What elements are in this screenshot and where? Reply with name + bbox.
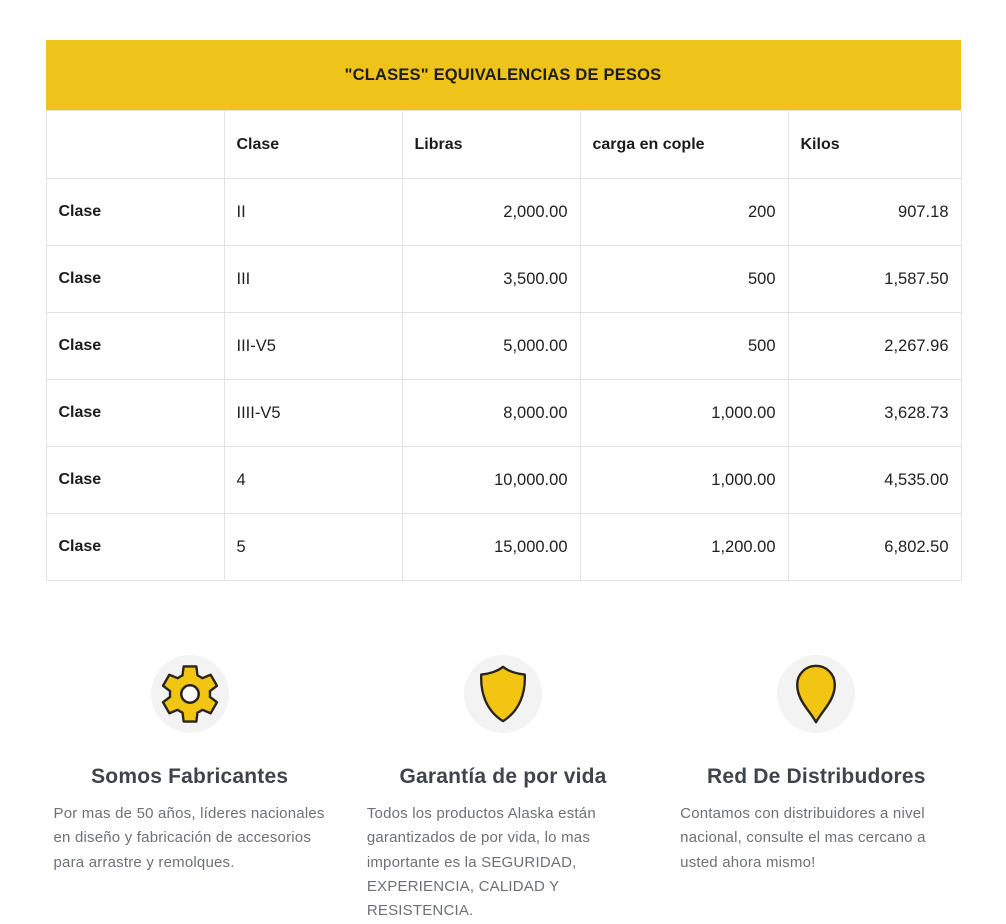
table-header [46, 111, 961, 179]
kilos-cell: 2,267.96 [788, 313, 961, 380]
row-label-cell: Clase [46, 447, 224, 514]
table-row [46, 380, 961, 447]
feature-card [46, 655, 334, 923]
clase-cell: II [224, 179, 402, 246]
clase-cell: 5 [224, 514, 402, 581]
libras-cell: 5,000.00 [402, 313, 580, 380]
feature-text: Contamos con distribuidores a nivel nacional, consulte el mas cercano a usted ahora mismo! [680, 805, 926, 871]
kilos-cell: 907.18 [788, 179, 961, 246]
location-pin-icon [793, 663, 839, 725]
carga-en-cople-cell: 500 [580, 246, 788, 313]
clase-cell: III [224, 246, 402, 313]
carga-en-cople-cell: 1,000.00 [580, 380, 788, 447]
table-row [46, 514, 961, 581]
feature-card [359, 655, 647, 923]
table-row [46, 246, 961, 313]
libras-cell: 15,000.00 [402, 514, 580, 581]
row-label-cell: Clase [46, 179, 224, 246]
libras-cell: 3,500.00 [402, 246, 580, 313]
feature-card [672, 655, 960, 923]
table-header-row [46, 111, 961, 179]
feature-title: Red De Distribudores [706, 765, 926, 788]
column-header-kilos: Kilos [788, 111, 961, 179]
table-title: "CLASES" EQUIVALENCIAS DE PESOS [344, 65, 662, 84]
gear-icon [159, 663, 221, 725]
table-row [46, 447, 961, 514]
feature-title: Garantía de por vida [399, 765, 607, 788]
kilos-cell: 1,587.50 [788, 246, 961, 313]
column-header-carga-en-cople: carga en cople [580, 111, 788, 179]
row-label-cell: Clase [46, 246, 224, 313]
feature-icon-circle [151, 655, 229, 733]
libras-cell: 2,000.00 [402, 179, 580, 246]
carga-en-cople-cell: 1,000.00 [580, 447, 788, 514]
shield-icon [474, 663, 532, 725]
kilos-cell: 4,535.00 [788, 447, 961, 514]
kilos-cell: 6,802.50 [788, 514, 961, 581]
table-row [46, 313, 961, 380]
column-header-libras: Libras [402, 111, 580, 179]
carga-en-cople-cell: 200 [580, 179, 788, 246]
feature-icon-circle [464, 655, 542, 733]
page-container [46, 0, 961, 923]
table-body [46, 179, 961, 581]
weight-equivalence-table [46, 110, 962, 581]
feature-icon-circle [777, 655, 855, 733]
row-label-cell: Clase [46, 380, 224, 447]
column-header-empty [46, 111, 224, 179]
clase-cell: 4 [224, 447, 402, 514]
carga-en-cople-cell: 500 [580, 313, 788, 380]
table-title-bar [46, 40, 961, 110]
column-header-clase: Clase [224, 111, 402, 179]
libras-cell: 8,000.00 [402, 380, 580, 447]
feature-text: Todos los productos Alaska están garantizados de por vida, lo mas importante es la SEGURIDAD, EXPERIENCIA, CALIDAD Y RESISTENCIA. [366, 805, 596, 920]
clase-cell: III-V5 [224, 313, 402, 380]
carga-en-cople-cell: 1,200.00 [580, 514, 788, 581]
features-section [46, 655, 961, 923]
kilos-cell: 3,628.73 [788, 380, 961, 447]
feature-text: Por mas de 50 años, líderes nacionales en diseño y fabricación de accesorios para arrastre y remolques. [53, 805, 325, 871]
libras-cell: 10,000.00 [402, 447, 580, 514]
clase-cell: IIII-V5 [224, 380, 402, 447]
feature-title: Somos Fabricantes [91, 765, 289, 788]
table-row [46, 179, 961, 246]
row-label-cell: Clase [46, 514, 224, 581]
row-label-cell: Clase [46, 313, 224, 380]
